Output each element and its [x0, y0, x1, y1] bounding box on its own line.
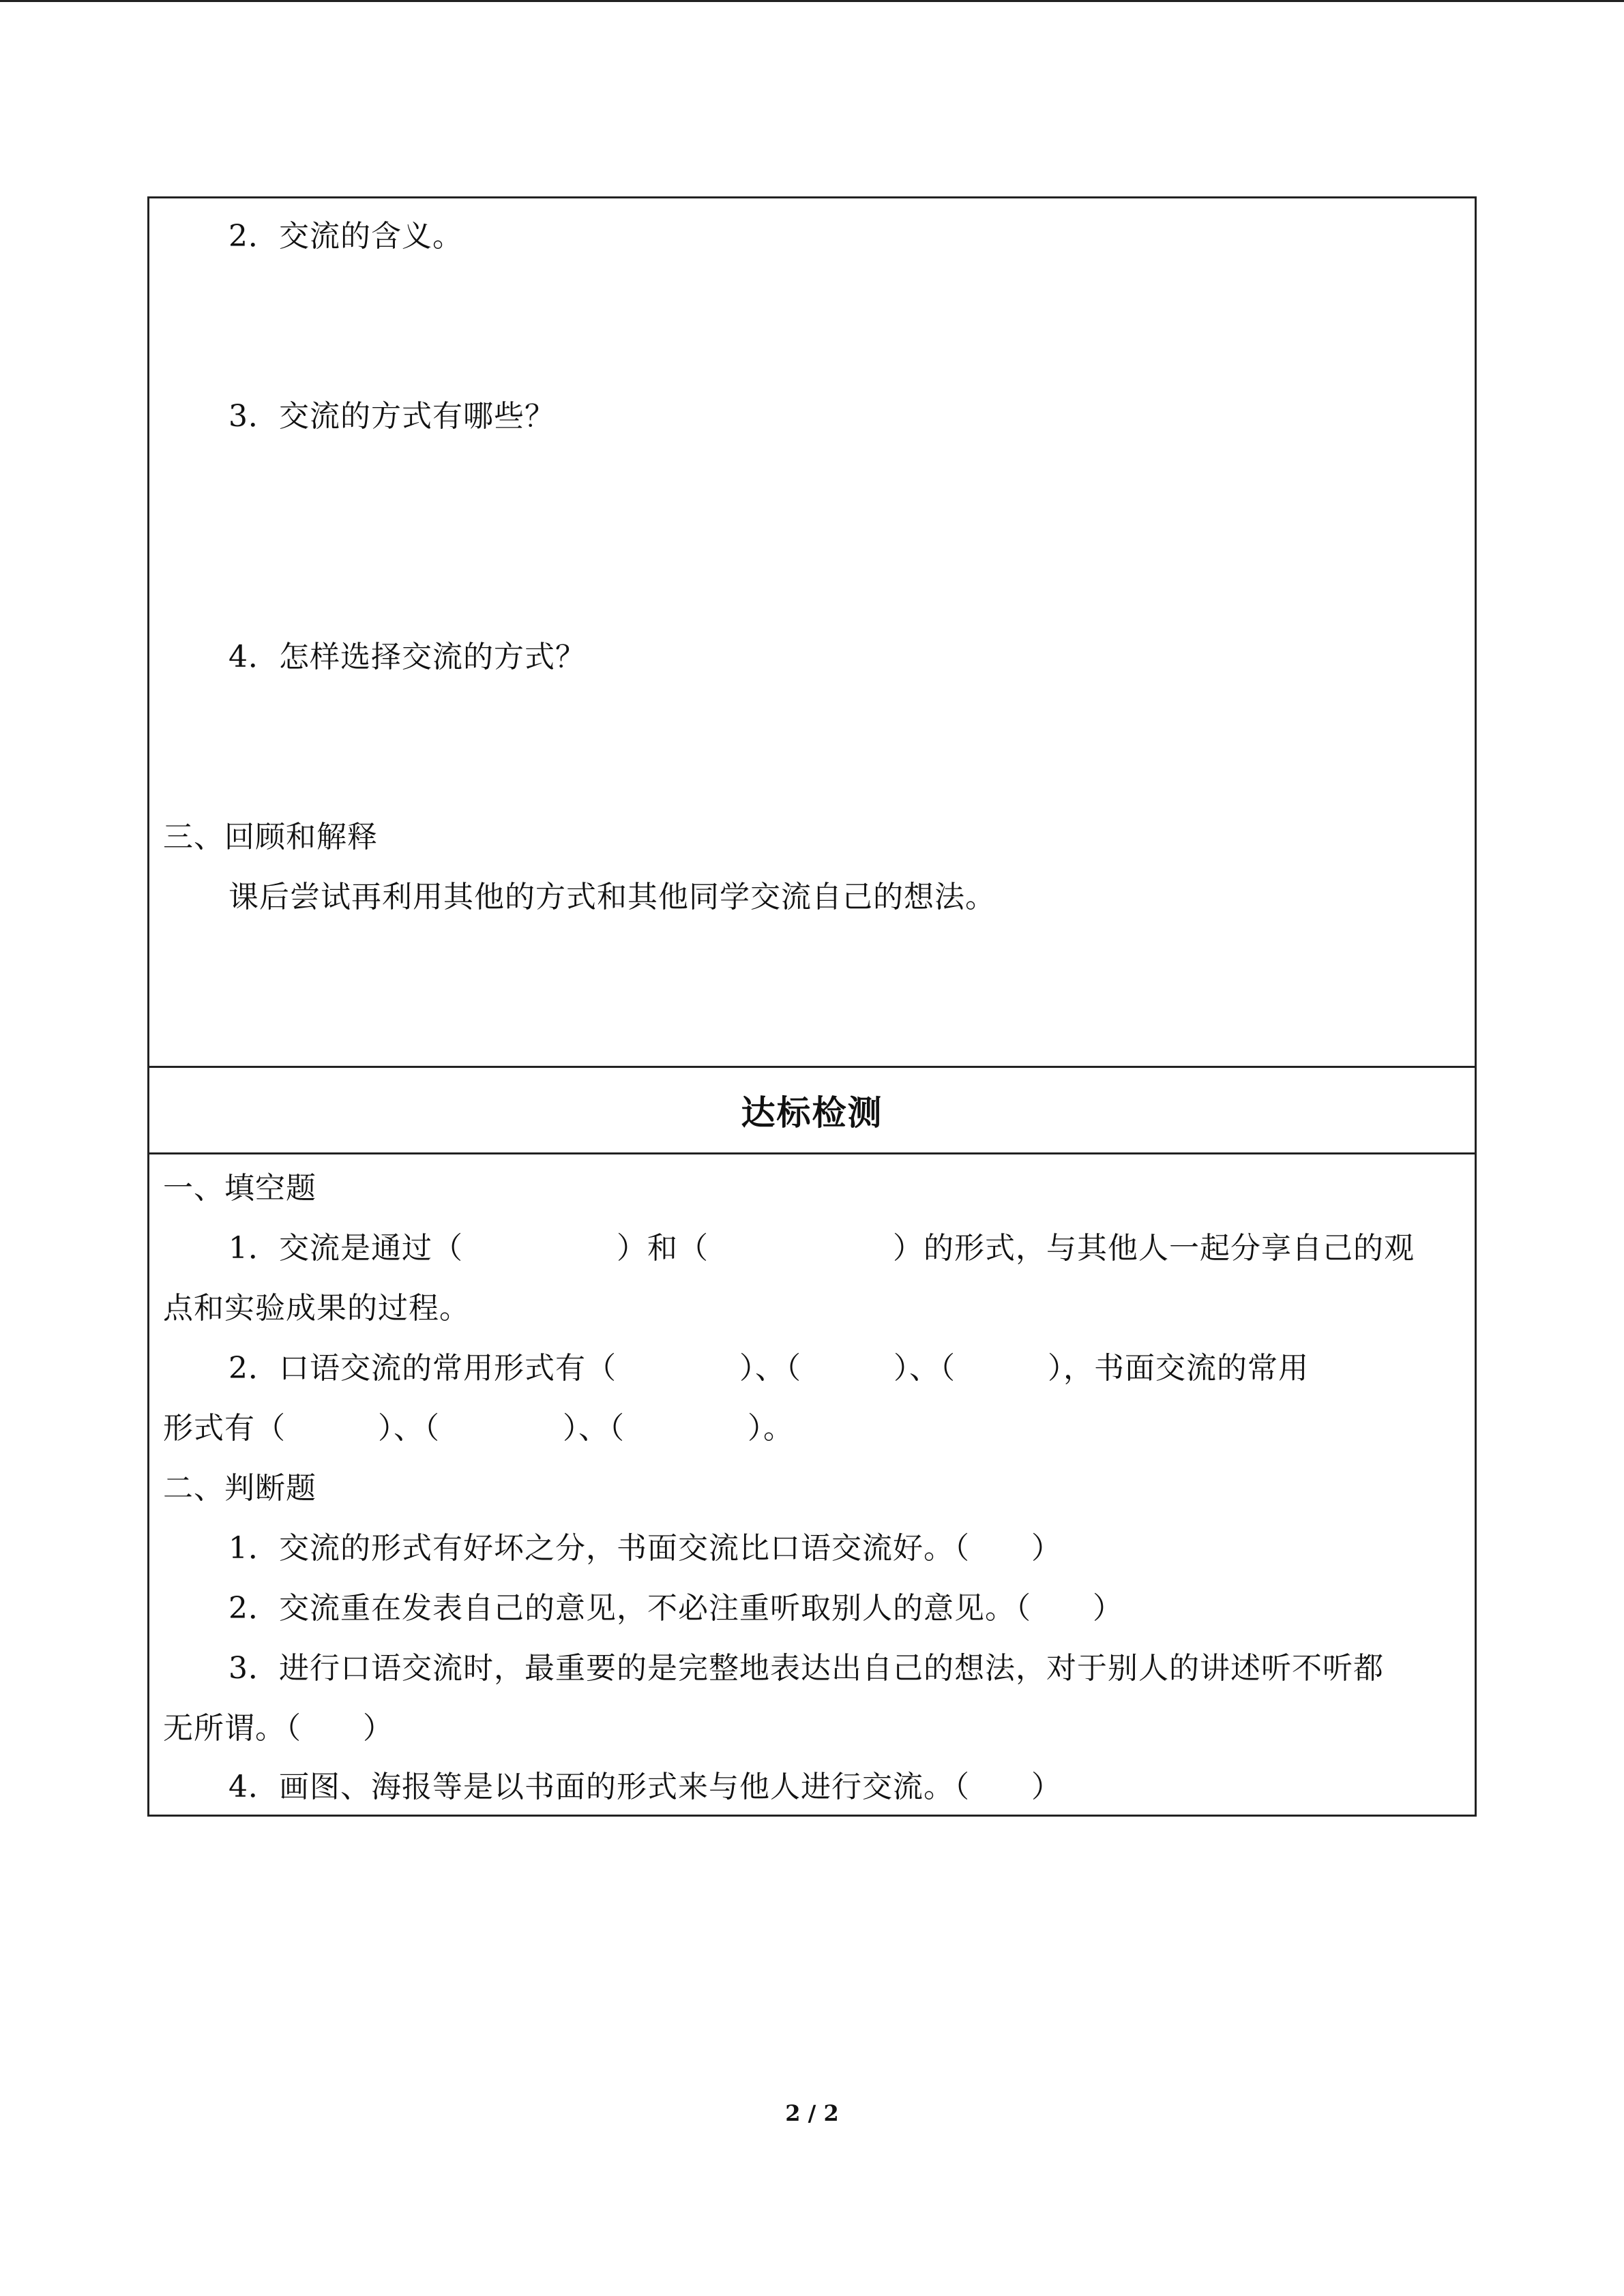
test-title: 达标检测 [741, 1093, 883, 1133]
fill-heading: 一、填空题 [163, 1171, 316, 1206]
judge-question-2: 2．交流重在发表自己的意见，不必注重听取别人的意见。（ ） [228, 1591, 1123, 1626]
judge-question-1: 1．交流的形式有好坏之分，书面交流比口语交流好。（ ） [228, 1531, 1062, 1566]
question-3: 3．交流的方式有哪些？ [228, 399, 555, 434]
judge-question-3-cont: 无所谓。（ ） [163, 1711, 394, 1746]
worksheet-table [147, 196, 1477, 1817]
question-2: 2．交流的含义。 [228, 219, 463, 254]
judge-question-3: 3．进行口语交流时，最重要的是完整地表达出自己的想法，对于别人的讲述听不听都 [228, 1651, 1384, 1686]
fill-question-1-cont: 点和实验成果的过程。 [163, 1291, 470, 1326]
test-section [149, 1154, 1475, 1815]
judge-heading: 二、判断题 [163, 1471, 316, 1506]
page-number: 2 / 2 [785, 2100, 839, 2126]
test-title-row [149, 1066, 1475, 1154]
fill-question-2: 2．口语交流的常用形式有（ ）、（ ）、（ ），书面交流的常用 [228, 1351, 1309, 1386]
review-text: 课后尝试再利用其他的方式和其他同学交流自己的想法。 [228, 880, 996, 914]
page-top-border [0, 0, 1624, 2]
fill-question-2-cont: 形式有（ ）、（ ）、（ ）。 [163, 1411, 794, 1446]
review-heading: 三、回顾和解释 [163, 820, 378, 854]
fill-question-1: 1．交流是通过（ ）和（ ）的形式，与其他人一起分享自己的观 [228, 1231, 1415, 1266]
question-4: 4．怎样选择交流的方式？ [228, 640, 586, 674]
guided-questions-section [149, 198, 1475, 1066]
judge-question-4: 4．画图、海报等是以书面的形式来与他人进行交流。（ ） [228, 1770, 1062, 1804]
